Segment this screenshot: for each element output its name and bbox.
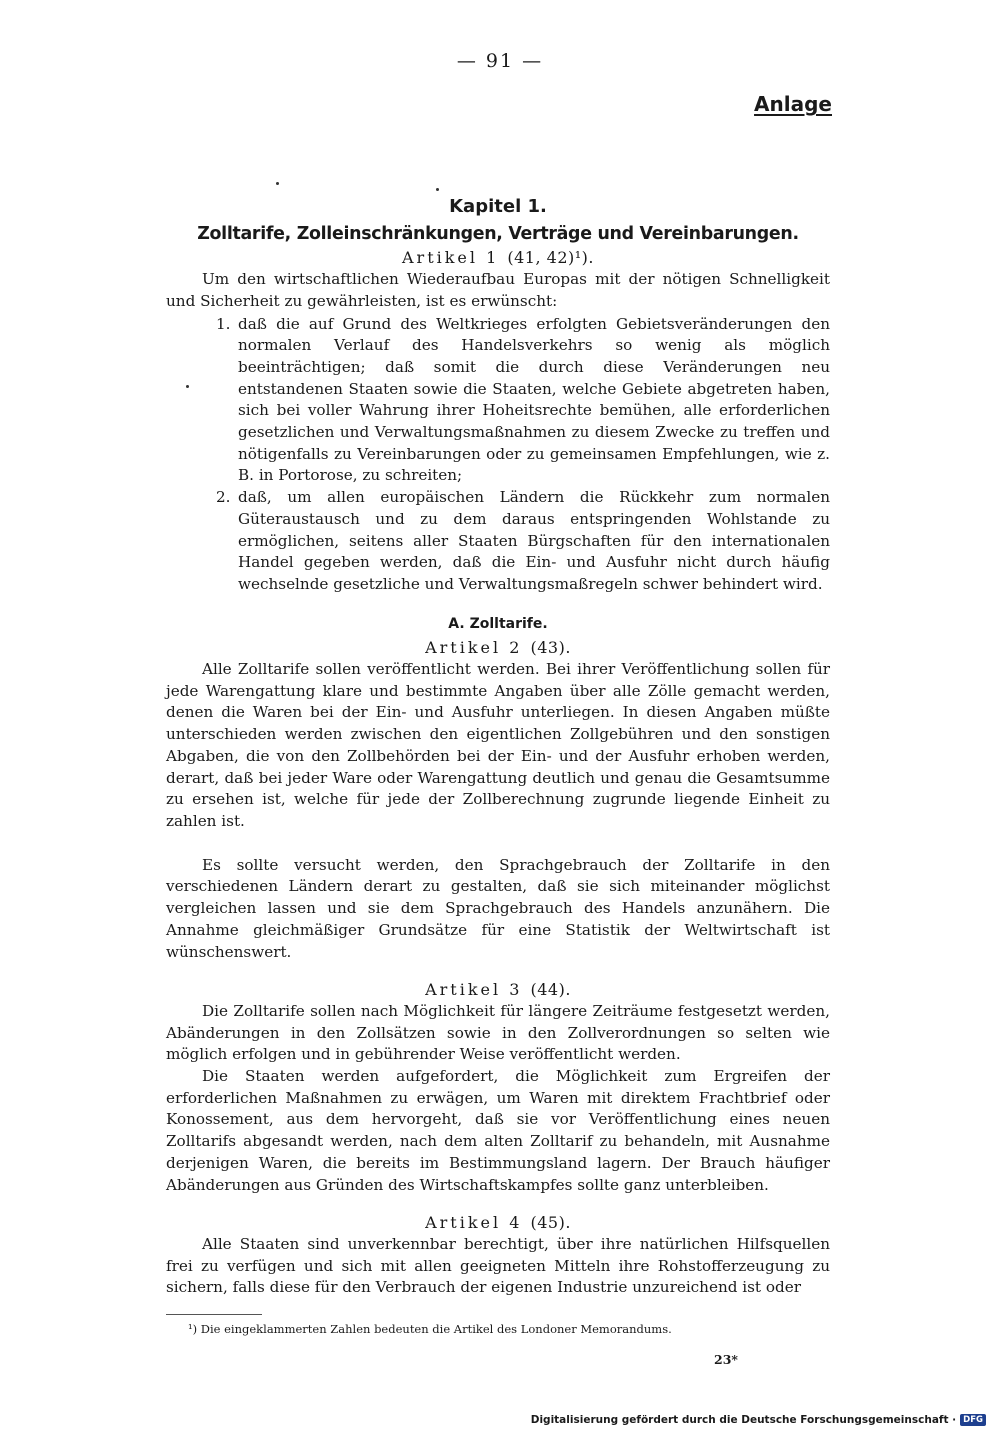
scan-speck	[436, 188, 439, 191]
artikel-1-ref: (41, 42)¹).	[507, 248, 594, 268]
artikel-1-heading	[166, 247, 830, 269]
artikel-3-heading	[166, 979, 830, 1001]
list-item-text: daß die auf Grund des Weltkrieges erfolgten Gebietsveränderungen den normalen Verlauf des Handelsverkehrs so wenig als möglich beeinträchtigen; daß somit die durch diese Veränderungen neu entstandenen Staaten sowie die Staaten, welche Gebiete abgetreten haben, sich bei voller Wahrung ihrer Hoheitsrechte bemühen, alle erforderlichen gesetzlichen und Verwaltungsmaßnahmen zu diesem Zwecke zu treffen und nötigenfalls zu Vereinbarungen oder zu gemeinsamen Empfehlungen, wie z. B. in Portorose, zu schreiten;	[238, 314, 830, 485]
artikel-4-ref: (45).	[530, 1213, 571, 1233]
artikel-3-label: Artikel 3	[425, 980, 523, 1000]
artikel-3-ref: (44).	[530, 980, 571, 1000]
artikel-2-heading	[166, 637, 830, 659]
section-a-heading: A. Zolltarife.	[448, 615, 548, 632]
scan-speck	[276, 182, 279, 185]
artikel-2-ref: (43).	[530, 638, 571, 658]
main-text	[166, 196, 830, 1299]
list-item-number: 2.	[216, 488, 231, 507]
dfg-logo-icon: DFG	[960, 1414, 986, 1426]
list-item	[166, 314, 830, 488]
artikel-4-label: Artikel 4	[425, 1213, 523, 1233]
artikel-3-paragraph-2: Die Staaten werden aufgefordert, die Möglichkeit zum Ergreifen der erforderlichen Maßnahmen zu erwägen, um Waren mit direktem Frachtbrief oder Konossement, aus dem hervorgeht, daß sie vor Veröffentlichung eines neuen Zolltarifs abgesandt werden, nach dem alten Zolltarif zu behandeln, mit Ausnahme derjenigen Waren, die bereits im Bestimmungsland lagern. Der Brauch häufiger Abänderungen aus Gründen des Wirtschaftskampfes sollte ganz unterbleiben.	[166, 1067, 830, 1194]
printer-signature: 23*	[714, 1352, 738, 1367]
footnote: ¹) Die eingeklammerten Zahlen bedeuten die Artikel des Londoner Memorandums.	[188, 1322, 672, 1336]
credit-text: Digitalisierung gefördert durch die Deutsche Forschungsgemeinschaft ·	[530, 1414, 957, 1426]
digitization-credit	[531, 1414, 986, 1426]
list-item-number: 1.	[216, 314, 231, 333]
artikel-1-label: Artikel 1	[401, 248, 500, 268]
artikel-4-heading	[166, 1212, 830, 1234]
artikel-1-list	[166, 314, 830, 596]
artikel-1-intro: Um den wirtschaftlichen Wiederaufbau Europas mit der nötigen Schnelligkeit und Sicherheit zu gewährleisten, ist es erwünscht:	[166, 270, 830, 310]
artikel-2-label: Artikel 2	[425, 638, 523, 658]
anlage-label: Anlage	[754, 92, 832, 116]
chapter-title: Kapitel 1.	[449, 196, 547, 217]
chapter-subtitle: Zolltarife, Zolleinschränkungen, Verträge und Vereinbarungen.	[197, 223, 799, 244]
footnote-divider	[166, 1314, 262, 1315]
page-number: — 91 —	[456, 50, 544, 72]
artikel-2-paragraph-1: Alle Zolltarife sollen veröffentlicht werden. Bei ihrer Veröffentlichung sollen für jede Warengattung klare und bestimmte Angaben über alle Zölle gemacht werden, denen die Waren bei der Ein- und Ausfuhr unterliegen. In diesen Angaben müßte unterschieden werden zwischen den eigentlichen Zollgebühren und den sonstigen Abgaben, die von den Zollbehörden bei der Ein- und der Ausfuhr erhoben werden, derart, daß bei jeder Ware oder Warengattung deutlich und genau die Gesamtsumme zu ersehen ist, welche für jede der Zollberechnung zugrunde liegende Einheit zu zahlen ist.	[166, 660, 830, 830]
artikel-4-paragraph-1: Alle Staaten sind unverkennbar berechtigt, über ihre natürlichen Hilfsquellen frei zu verfügen und sich mit allen geeigneten Mitteln ihre Rohstofferzeugung zu sichern, falls diese für den Verbrauch der eigenen Industrie unzureichend ist oder	[166, 1234, 830, 1297]
list-item	[166, 487, 830, 596]
artikel-2-paragraph-2: Es sollte versucht werden, den Sprachgebrauch der Zolltarife in den verschiedenen Ländern derart zu gestalten, daß sie sich miteinander möglichst vergleichen lassen und sie dem Sprachgebrauch des Handels anzunähern. Die Annahme gleichmäßiger Grundsätze für eine Statistik der Weltwirtschaft ist wünschenswert.	[166, 855, 830, 961]
artikel-3-paragraph-1: Die Zolltarife sollen nach Möglichkeit für längere Zeiträume festgesetzt werden, Abänderungen in den Zollsätzen sowie in den Zollverordnungen so selten wie möglich erfolgen und in gebührender Weise veröffentlicht werden.	[166, 1001, 830, 1064]
list-item-text: daß, um allen europäischen Ländern die Rückkehr zum normalen Güteraustausch und zu dem daraus entspringenden Wohlstande zu ermöglichen, seitens aller Staaten Bürgschaften für den internationalen Handel gegeben werden, daß die Ein- und Ausfuhr nicht durch häufig wechselnde gesetzliche und Verwaltungsmaßregeln schwer behindert wird.	[238, 488, 830, 593]
